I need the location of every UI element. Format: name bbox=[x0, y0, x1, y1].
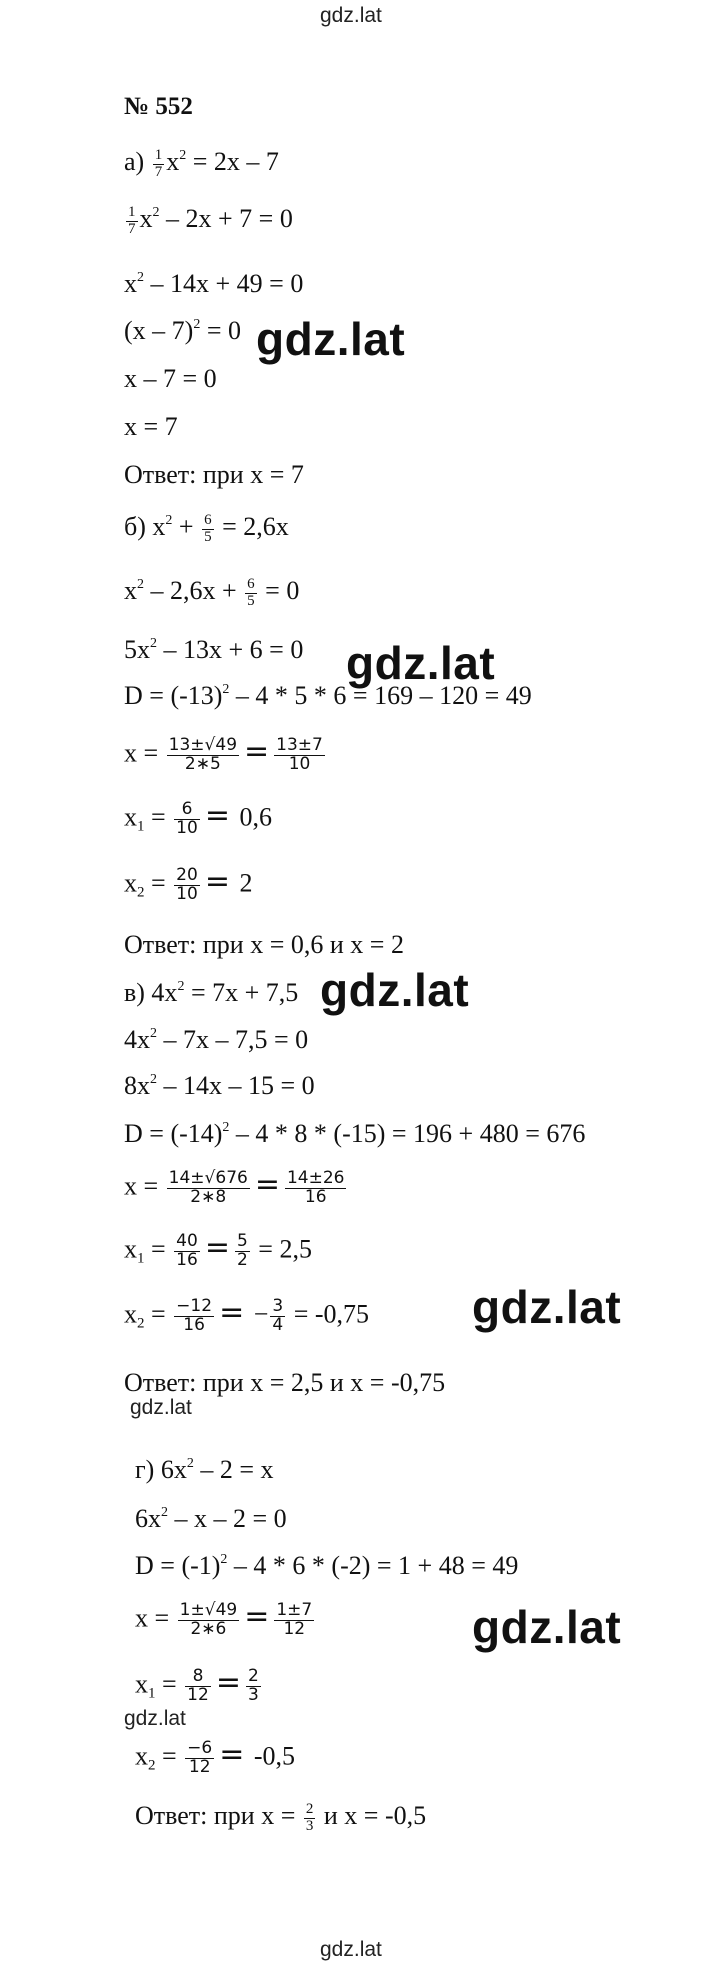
inline-watermark: gdz.lat bbox=[124, 1707, 186, 1730]
problem-number: № 552 bbox=[124, 93, 193, 120]
header-watermark: gdz.lat bbox=[320, 4, 382, 27]
watermark-overlay: gdz.lat bbox=[472, 1601, 622, 1653]
fraction: $\frac{-6}{12}$ bbox=[187, 1738, 213, 1777]
part-a-line-2: $\frac{1}{7}$ $x^2 - 2x + 7 = 0$ bbox=[128, 204, 293, 237]
fraction: $\frac{6}{5}$ bbox=[247, 576, 255, 609]
part-b-x1: $x_1$ = $\frac{6}{10}$ = 0,6 bbox=[124, 798, 272, 838]
part-g-x2: $x_2$ = $\frac{-6}{12}$ = -0,5 bbox=[135, 1737, 296, 1777]
watermark-overlay: gdz.lat bbox=[346, 637, 496, 689]
part-a-line-6: x = 7 bbox=[124, 412, 178, 441]
fraction: $\frac{20}{10}$ bbox=[176, 865, 198, 904]
inline-watermark: gdz.lat bbox=[130, 1396, 192, 1419]
fraction: $\frac{13\pm 7}{10}$ bbox=[276, 735, 323, 774]
part-v-line-2: $4x^2 - 7x - 7,5 = 0$ bbox=[124, 1025, 309, 1054]
part-a-answer: Ответ: при x = 7 bbox=[124, 460, 304, 489]
part-v-line-5: x = $\frac{14\pm√676}{2∗8}$ = $\frac{14\pm 26}{16}$ bbox=[124, 1167, 345, 1207]
part-g-line-1: г) $6x^2 - 2 = x$ bbox=[135, 1455, 274, 1484]
part-a-line-5: x – 7 = 0 bbox=[124, 364, 217, 393]
fraction: $\frac{8}{12}$ bbox=[187, 1666, 209, 1705]
part-a-label: а) bbox=[124, 147, 145, 177]
fraction: $\frac{2}{3}$ bbox=[247, 1666, 259, 1705]
part-a-line-3: $x^2 - 14x + 49 = 0$ bbox=[124, 269, 304, 298]
fraction: $\frac{1}{7}$ bbox=[154, 147, 163, 180]
part-v-line-4: $D = (-14)^2 - 4 * 8 * (-15) = 196 + 480 = 676$ bbox=[124, 1119, 586, 1148]
part-g-x1: $x_1$ = $\frac{8}{12}$ = $\frac{2}{3}$ bbox=[135, 1665, 259, 1705]
fraction: $\frac{6}{10}$ bbox=[176, 799, 198, 838]
part-v-x1: $x_1$ = $\frac{40}{16}$ = $\frac{5}{2}$ = 2,5 bbox=[124, 1230, 312, 1270]
watermark-overlay: gdz.lat bbox=[256, 313, 406, 365]
part-b-line-5: x = $\frac{13\pm√49}{2∗5}$ = $\frac{13\pm 7}{10}$ bbox=[124, 734, 323, 774]
part-g-line-3: $D = (-1)^2 - 4 * 6 * (-2) = 1 + 48 = 49$ bbox=[135, 1551, 519, 1580]
part-g-line-2: $6x^2 - x - 2 = 0$ bbox=[135, 1504, 287, 1533]
watermark-overlay: gdz.lat bbox=[472, 1281, 622, 1333]
part-g-line-4: x = $\frac{1\pm√49}{2∗6}$ = $\frac{1\pm 7}{12}$ bbox=[135, 1599, 313, 1639]
fraction: $\frac{6}{5}$ bbox=[204, 512, 212, 545]
fraction: $\frac{14\pm√676}{2∗8}$ bbox=[168, 1168, 248, 1207]
fraction: $\frac{5}{2}$ bbox=[236, 1231, 248, 1270]
part-v-answer: Ответ: при x = 2,5 и x = -0,75 bbox=[124, 1368, 446, 1397]
part-v-line-3: $8x^2 - 14x - 15 = 0$ bbox=[124, 1071, 315, 1100]
part-b-line-4: $D = (-13)^2 - 4 * 5 * 6 = 169 - 120 = 49$ bbox=[124, 681, 532, 710]
part-b-answer: Ответ: при x = 0,6 и x = 2 bbox=[124, 930, 404, 959]
fraction: $\frac{14\pm 26}{16}$ bbox=[286, 1168, 345, 1207]
part-b-line-1: б) $x^2$ + $\frac{6}{5}$ = 2,6x bbox=[124, 512, 289, 545]
fraction: $\frac{-12}{16}$ bbox=[176, 1296, 213, 1335]
fraction: $\frac{3}{4}$ bbox=[272, 1296, 284, 1335]
part-b-x2: $x_2$ = $\frac{20}{10}$ = 2 bbox=[124, 864, 253, 904]
fraction: $\frac{1}{7}$ bbox=[128, 204, 136, 237]
fraction: $\frac{13\pm√49}{2∗5}$ bbox=[168, 735, 238, 774]
fraction: $\frac{1\pm 7}{12}$ bbox=[276, 1600, 313, 1639]
part-v-x2: $x_2$ = $\frac{-12}{16}$ = − $\frac{3}{4}$ = -0,75 bbox=[124, 1295, 370, 1335]
fraction: $\frac{40}{16}$ bbox=[176, 1231, 198, 1270]
watermark-overlay: gdz.lat bbox=[320, 964, 470, 1016]
part-a-line-4: (x – 7)$^2$ = 0 bbox=[124, 316, 241, 345]
footer-watermark: gdz.lat bbox=[320, 1938, 382, 1961]
fraction: $\frac{2}{3}$ bbox=[305, 1801, 314, 1834]
part-b-line-2: $x^2 - 2,6x$ + $\frac{6}{5}$ = 0 bbox=[124, 576, 300, 609]
part-b-line-3: $5x^2 - 13x + 6 = 0$ bbox=[124, 635, 304, 664]
part-g-answer: Ответ: при x = $\frac{2}{3}$ и x = -0,5 bbox=[135, 1801, 427, 1834]
fraction: $\frac{1\pm√49}{2∗6}$ bbox=[179, 1600, 238, 1639]
part-a-line-1: а) $\frac{1}{7}$ $x^2 = 2x - 7$ bbox=[124, 147, 279, 180]
part-v-line-1: в) $4x^2 = 7x + 7,5$ bbox=[124, 978, 299, 1007]
